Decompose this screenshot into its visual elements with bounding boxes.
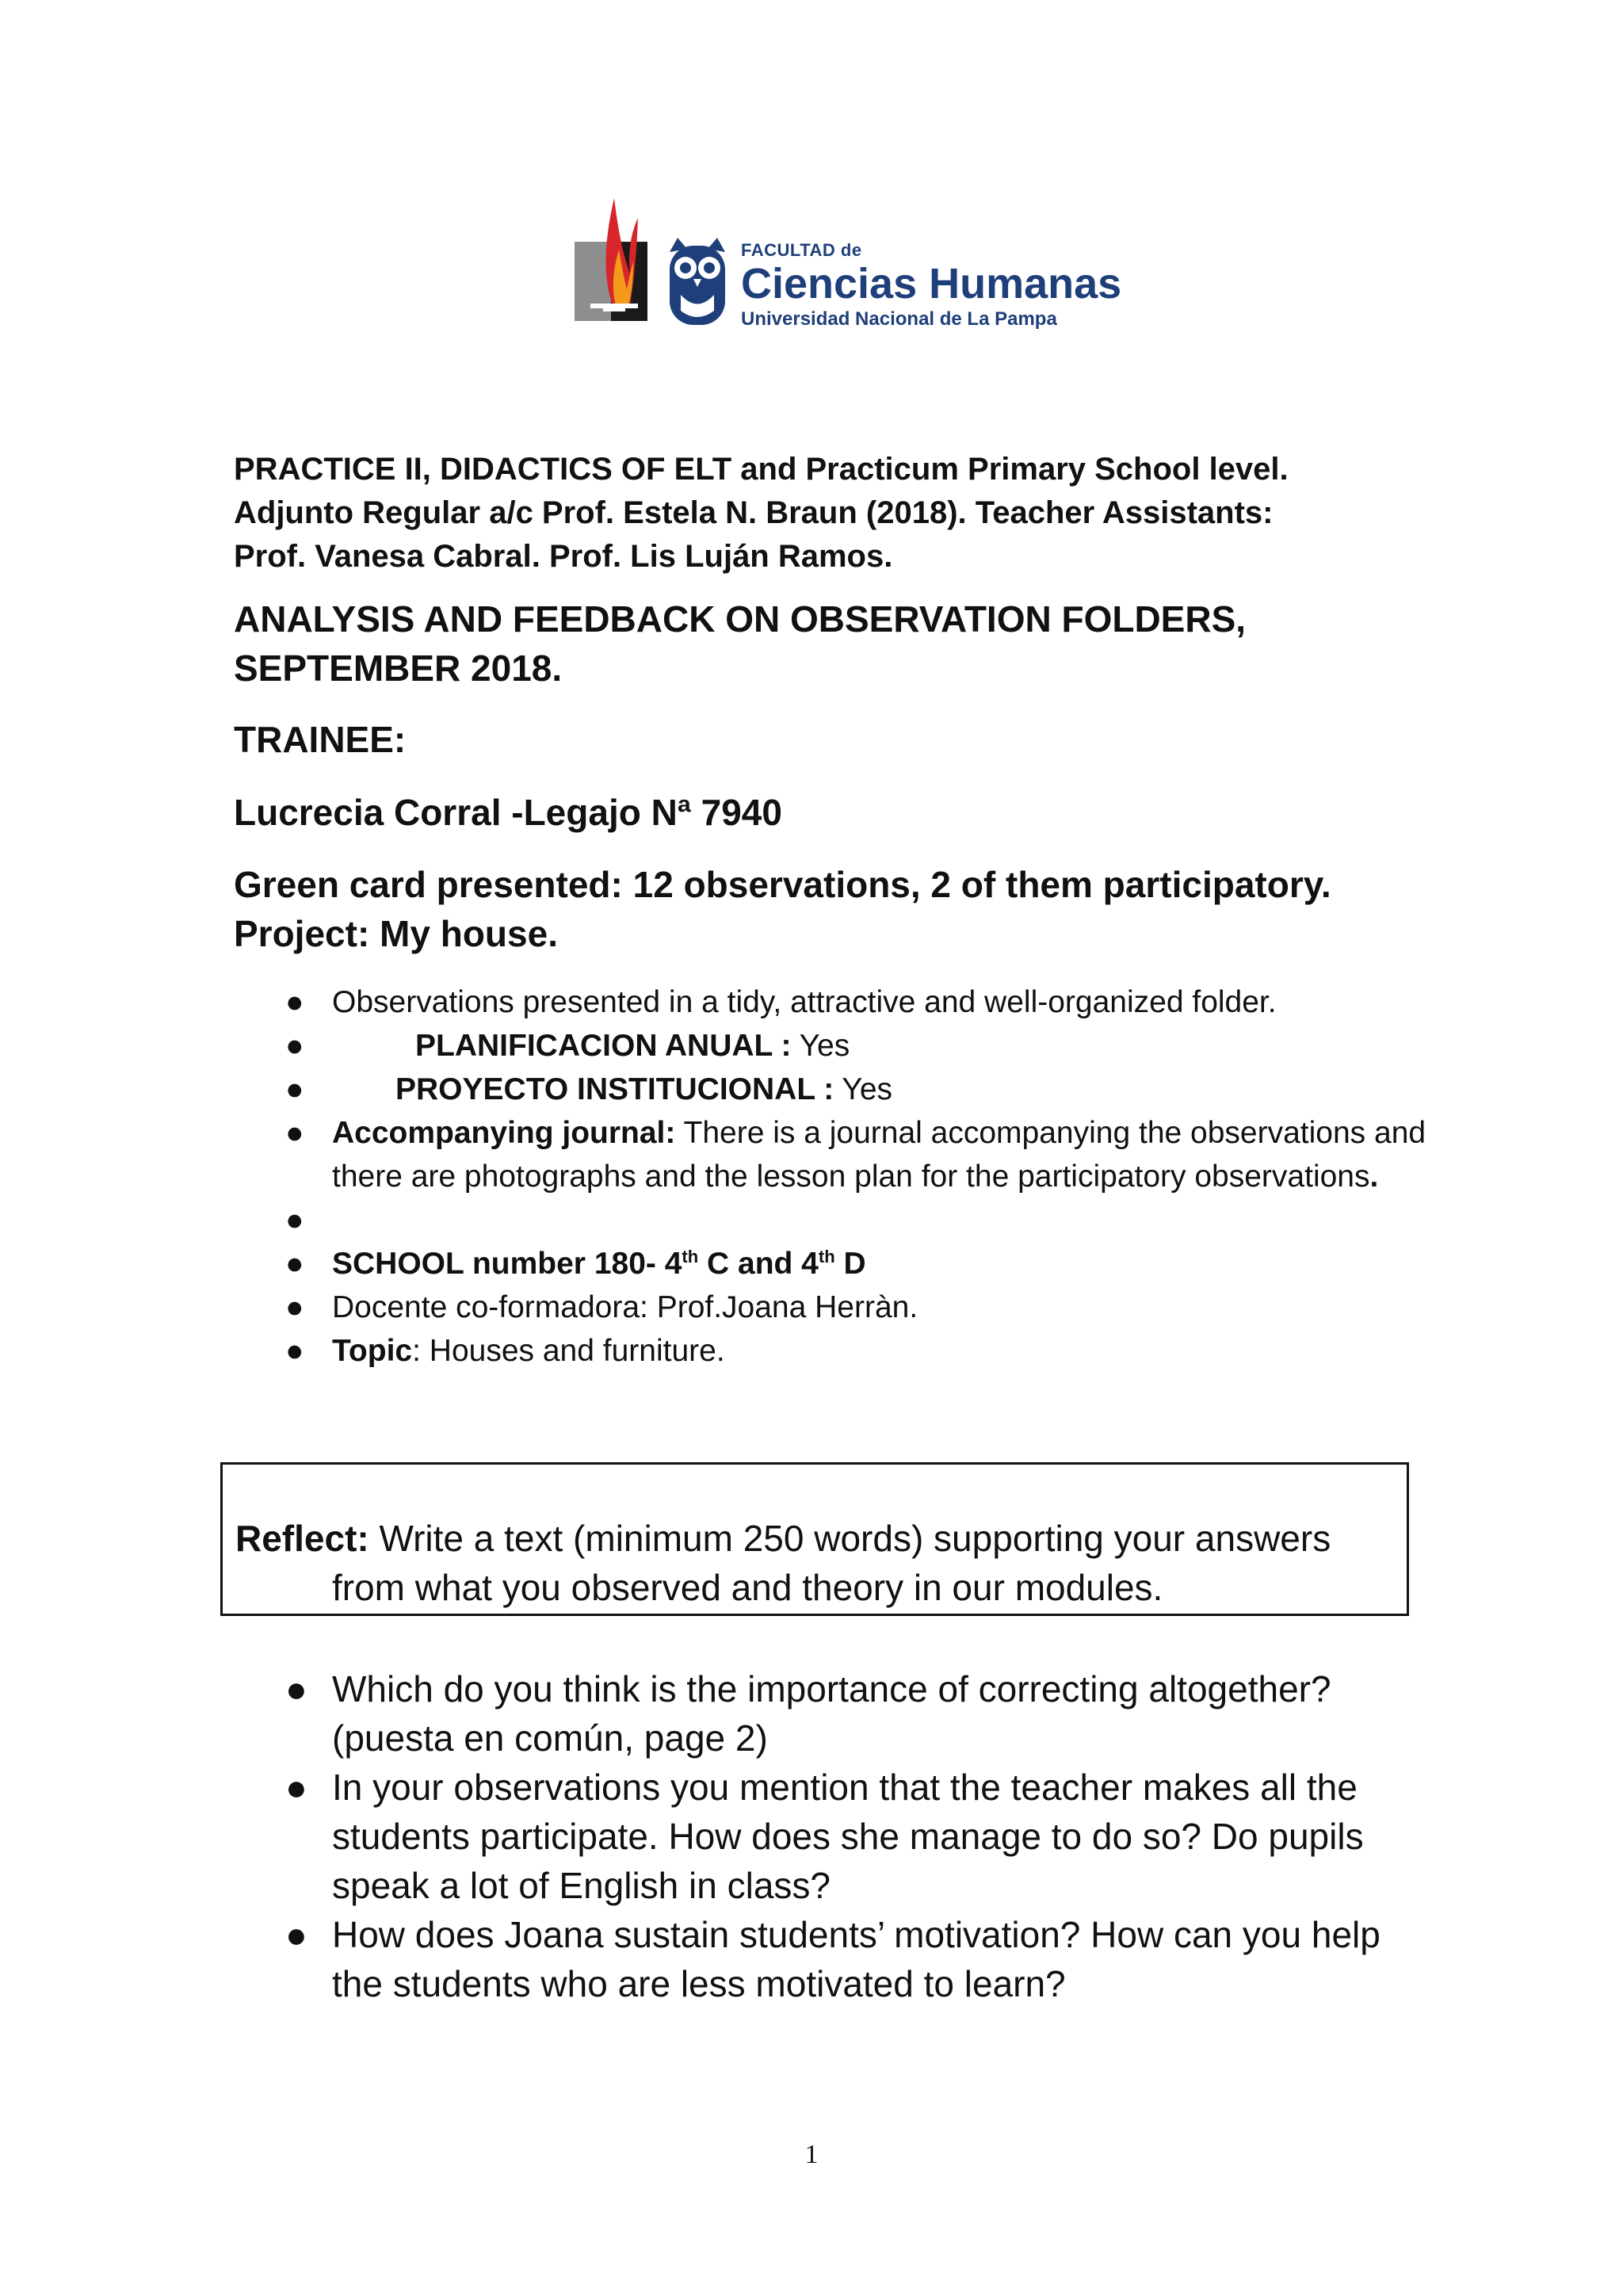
bullet-icon: ● xyxy=(285,1767,307,1808)
header-line-3: Prof. Vanesa Cabral. Prof. Lis Luján Ramos. xyxy=(234,539,893,574)
torch-emblem-icon xyxy=(575,194,733,329)
reflect-box xyxy=(220,1462,1409,1616)
bullet-text: : Houses and furniture. xyxy=(412,1334,725,1368)
bullet-icon: ● xyxy=(285,1203,304,1237)
logo-faculty-small: FACULTAD de xyxy=(741,240,862,260)
bullet-text: Docente co-formadora: Prof.Joana Herràn. xyxy=(332,1290,918,1324)
list-item-empty xyxy=(285,1198,1426,1242)
bullet-icon: ● xyxy=(285,1072,304,1106)
title-line-2: SEPTEMBER 2018. xyxy=(234,648,563,689)
bullet-icon: ● xyxy=(285,1334,304,1368)
bullet-icon: ● xyxy=(285,1914,307,1955)
bullet-label: PROYECTO INSTITUCIONAL : xyxy=(395,1072,834,1106)
reflect-line-2: from what you observed and theory in our modules. xyxy=(332,1567,1163,1608)
header-line-2: Adjunto Regular a/c Prof. Estela N. Braun (2018). Teacher Assistants: xyxy=(234,495,1274,530)
list-item xyxy=(285,980,1426,1024)
green-card-line: Green card presented: 12 observations, 2 of them participatory. xyxy=(234,864,1331,905)
question-text: In your observations you mention that the teacher makes all the students participate. How does she manage to do so? Do pupils speak a lot of English in class? xyxy=(332,1767,1364,1906)
bullet-icon: ● xyxy=(285,1247,304,1281)
bullet-label: Accompanying journal: xyxy=(332,1116,676,1150)
school-line: SCHOOL number 180- 4th C and 4th D xyxy=(332,1247,866,1281)
header-line-1: PRACTICE II, DIDACTICS OF ELT and Practicum Primary School level. xyxy=(234,452,1289,487)
bullet-icon: ● xyxy=(285,1668,307,1710)
bullet-text: Observations presented in a tidy, attractive and well-organized folder. xyxy=(332,985,1277,1019)
list-item xyxy=(285,1763,1426,1910)
folder-checklist xyxy=(285,980,1426,1373)
bullet-label: PLANIFICACION ANUAL : xyxy=(415,1029,792,1063)
bullet-value: Yes xyxy=(791,1029,850,1063)
trainee-name: Lucrecia Corral -Legajo Nª 7940 xyxy=(234,792,782,833)
bullet-icon: ● xyxy=(285,1290,304,1324)
bullet-icon: ● xyxy=(285,985,304,1019)
question-text: How does Joana sustain students’ motivation? How can you help the students who are less motivated to learn? xyxy=(332,1914,1381,2004)
logo-faculty-name: Ciencias Humanas xyxy=(741,260,1122,308)
list-item xyxy=(285,1111,1426,1198)
bullet-text: There is a journal accompanying the observations and there are photographs and the lesson plan for the participatory observations xyxy=(332,1116,1426,1194)
list-item xyxy=(285,1910,1426,2008)
list-item xyxy=(285,1664,1426,1763)
page-number: 1 xyxy=(804,2140,819,2169)
bullet-label: Topic xyxy=(332,1334,413,1368)
bullet-icon: ● xyxy=(285,1029,304,1063)
green-card-section xyxy=(234,860,1423,958)
title-line-1: ANALYSIS AND FEEDBACK ON OBSERVATION FOLDERS, xyxy=(234,598,1247,640)
course-header xyxy=(234,448,1423,579)
bullet-icon: ● xyxy=(285,1116,304,1150)
project-line: Project: My house. xyxy=(234,913,558,954)
list-item xyxy=(285,1286,1426,1329)
bullet-end: . xyxy=(1369,1159,1379,1194)
list-item xyxy=(285,1242,1426,1286)
reflect-label: Reflect: xyxy=(235,1518,369,1559)
bullet-value: Yes xyxy=(834,1072,893,1106)
faculty-logo xyxy=(575,194,1122,330)
owl-icon xyxy=(670,238,725,325)
list-item xyxy=(285,1068,1426,1111)
list-item xyxy=(285,1329,1426,1373)
document-title xyxy=(234,594,1423,693)
list-item xyxy=(285,1024,1426,1068)
logo-text xyxy=(741,242,1121,329)
reflection-questions xyxy=(285,1664,1426,2008)
reflect-text xyxy=(235,1514,1400,1612)
reflect-line-1: Write a text (minimum 250 words) supporting your answers xyxy=(369,1518,1331,1559)
question-text: Which do you think is the importance of correcting altogether? (puesta en común, page 2) xyxy=(332,1668,1331,1759)
logo-university: Universidad Nacional de La Pampa xyxy=(741,308,1057,330)
trainee-label: TRAINEE: xyxy=(234,719,407,760)
